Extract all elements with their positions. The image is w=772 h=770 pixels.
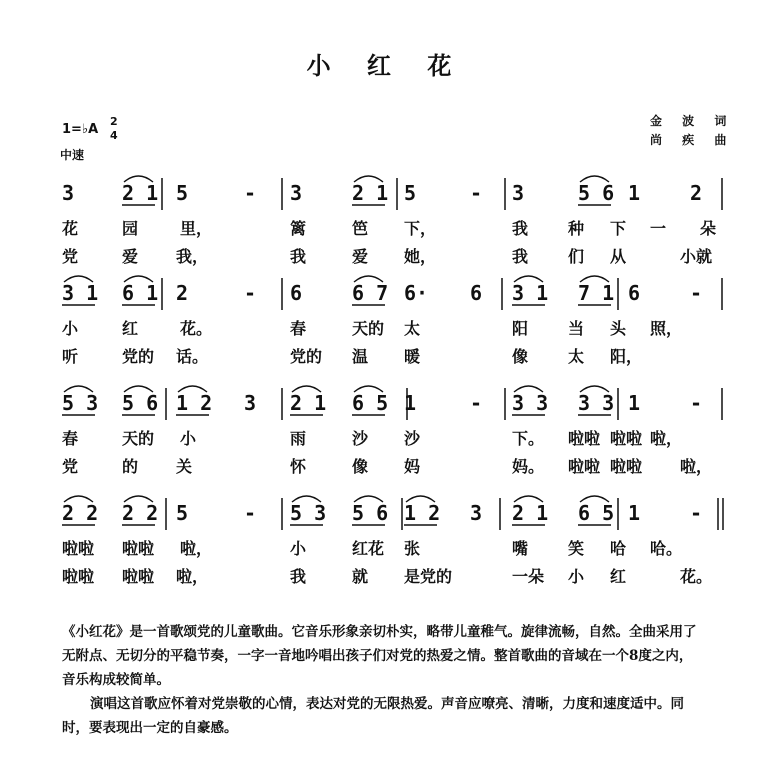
lyric-verse-2: 怀 (290, 457, 307, 476)
lyric-verse-2: 话。 (176, 347, 209, 366)
lyric-verse-2: 啦啦 (610, 457, 643, 476)
lyric-verse-1: 嘴 (512, 539, 529, 558)
lyric-verse-1: 啦啦 (610, 429, 643, 448)
lyric-verse-2: 花。 (680, 567, 713, 586)
lyric-verse-2: 啦啦 (62, 567, 95, 586)
lyric-verse-1: 哈 (610, 539, 627, 558)
note: 6· (404, 281, 429, 305)
lyric-verse-1: 小 (180, 429, 197, 448)
lyric-verse-1: 雨 (290, 429, 307, 448)
lyric-verse-2: 关 (176, 457, 193, 476)
lyric-verse-2: 党 (62, 457, 79, 476)
note: - (244, 501, 257, 525)
lyric-verse-1: 花。 (180, 319, 213, 338)
note: 3 (470, 501, 483, 525)
lyric-verse-1: 种 (568, 219, 585, 238)
note: 7 1 (578, 281, 615, 305)
lyric-verse-1: 照， (650, 319, 683, 338)
key-signature: 1=♭A (62, 122, 99, 137)
note: 1 (628, 501, 641, 525)
note: 3 1 (512, 281, 549, 305)
lyric-verse-2: 她， (404, 247, 437, 266)
note: 2 1 (512, 501, 549, 525)
note: 2 1 (122, 181, 159, 205)
lyric-verse-2: 党的 (122, 347, 155, 366)
note: 2 2 (62, 501, 99, 525)
lyric-verse-2: 我， (176, 247, 209, 266)
lyric-verse-1: 朵 (700, 219, 717, 238)
note: - (470, 181, 483, 205)
lyric-verse-2: 我 (290, 567, 307, 586)
lyric-verse-2: 一朵 (512, 567, 545, 586)
lyric-verse-1: 里， (180, 219, 213, 238)
lyric-verse-2: 党 (62, 247, 79, 266)
note: - (244, 181, 257, 205)
lyric-verse-1: 花 (62, 219, 79, 238)
lyric-verse-1: 沙 (352, 429, 369, 448)
note: 3 3 (578, 391, 615, 415)
note: 2 (176, 281, 189, 305)
note: - (470, 391, 483, 415)
note: 1 2 (404, 501, 441, 525)
note: 2 1 (352, 181, 389, 205)
lyric-verse-1: 啦， (180, 539, 213, 558)
lyric-verse-2: 啦啦 (122, 567, 155, 586)
note: 5 6 (352, 501, 389, 525)
note: 6 5 (352, 391, 389, 415)
note: 1 2 (176, 391, 213, 415)
note: 3 3 (512, 391, 549, 415)
description-paragraph-2: 演唱这首歌应怀着对党崇敬的心情，表达对党的无限热爱。声音应嘹亮、清晰，力度和速度适中。同时，要表现出一定的自豪感。 (62, 696, 684, 736)
lyric-verse-1: 头 (610, 319, 627, 338)
lyric-verse-2: 我 (290, 247, 307, 266)
note: - (244, 281, 257, 305)
note: 3 (244, 391, 257, 415)
lyric-verse-1: 下 (610, 219, 627, 238)
lyric-verse-1: 春 (62, 429, 79, 448)
lyric-verse-1: 红 (122, 319, 139, 338)
note: 5 (176, 501, 189, 525)
tempo-marking: 中速 (60, 148, 85, 162)
lyric-verse-1: 我 (512, 219, 529, 238)
lyric-verse-1: 太 (404, 319, 421, 338)
lyric-verse-1: 下， (404, 219, 437, 238)
lyric-verse-2: 小 (568, 567, 585, 586)
lyric-verse-1: 笆 (352, 219, 369, 238)
note: 1 (628, 391, 641, 415)
lyric-verse-2: 温 (352, 347, 369, 366)
lyric-verse-1: 沙 (404, 429, 421, 448)
note: 6 7 (352, 281, 389, 305)
note: - (690, 281, 703, 305)
note: 6 (470, 281, 483, 305)
note: 5 3 (290, 501, 327, 525)
lyric-verse-1: 一 (650, 219, 667, 238)
lyric-verse-2: 我 (512, 247, 529, 266)
time-signature-top: 2 (110, 115, 118, 128)
note: 2 (690, 181, 703, 205)
description-paragraph-1: 《小红花》是一首歌颂党的儿童歌曲。它音乐形象亲切朴实，略带儿童稚气。旋律流畅，自然。全曲采用了无附点、无切分的平稳节奏，一字一音地吟唱出孩子们对党的热爱之情。整首歌曲的音域在一个8度之内，音乐构成较简单。 (62, 624, 697, 688)
lyric-verse-1: 红花 (352, 539, 385, 558)
song-title: 小 红 花 (306, 52, 466, 80)
lyric-verse-1: 园 (122, 219, 139, 238)
lyric-verse-2: 红 (610, 567, 627, 586)
note: 6 5 (578, 501, 615, 525)
note: - (690, 391, 703, 415)
lyric-verse-2: 党的 (290, 347, 323, 366)
note: 3 (512, 181, 525, 205)
note: 2 2 (122, 501, 159, 525)
lyric-verse-1: 春 (290, 319, 307, 338)
note: 3 (290, 181, 303, 205)
note: 5 6 (578, 181, 615, 205)
note: - (690, 501, 703, 525)
note: 5 3 (62, 391, 99, 415)
note: 3 (62, 181, 75, 205)
lyric-verse-2: 像 (512, 347, 529, 366)
lyric-verse-2: 像 (352, 457, 369, 476)
lyric-verse-1: 当 (568, 319, 585, 338)
lyric-verse-1: 笑 (568, 539, 585, 558)
note: 2 1 (290, 391, 327, 415)
lyric-verse-2: 小就 (680, 247, 713, 266)
composer-credit: 尚 疾 曲 (650, 133, 735, 147)
lyric-verse-2: 就 (352, 567, 369, 586)
lyric-verse-1: 啦啦 (62, 539, 95, 558)
note: 1 (404, 391, 417, 415)
lyric-verse-1: 篱 (290, 219, 307, 238)
lyric-verse-1: 天的 (352, 319, 385, 338)
note: 6 (628, 281, 641, 305)
lyric-verse-2: 阳， (610, 347, 643, 366)
lyric-verse-2: 是党的 (404, 567, 453, 586)
lyric-verse-2: 爱 (122, 247, 139, 266)
lyric-verse-1: 小 (62, 319, 79, 338)
lyric-verse-1: 啦啦 (122, 539, 155, 558)
lyric-verse-2: 啦， (176, 567, 209, 586)
lyric-verse-2: 的 (122, 457, 139, 476)
lyric-verse-2: 啦， (680, 457, 713, 476)
lyric-verse-1: 天的 (122, 429, 155, 448)
lyric-verse-2: 从 (610, 247, 627, 266)
lyric-verse-2: 啦啦 (568, 457, 601, 476)
lyric-verse-1: 阳 (512, 319, 529, 338)
lyric-verse-1: 啦啦 (568, 429, 601, 448)
lyric-verse-1: 张 (404, 539, 421, 558)
lyricist-credit: 金 波 词 (650, 114, 735, 128)
lyric-verse-2: 妈。 (512, 457, 545, 476)
lyric-verse-1: 小 (290, 539, 307, 558)
note: 5 6 (122, 391, 159, 415)
page-bottom-edge (0, 757, 772, 770)
lyric-verse-1: 啦， (650, 429, 683, 448)
time-signature-bottom: 4 (110, 129, 118, 142)
song-description (62, 620, 702, 740)
note: 3 1 (62, 281, 99, 305)
lyric-verse-1: 哈。 (650, 539, 683, 558)
note: 5 (404, 181, 417, 205)
note: 6 1 (122, 281, 159, 305)
lyric-verse-2: 太 (568, 347, 585, 366)
note: 6 (290, 281, 303, 305)
lyric-verse-2: 暖 (404, 347, 421, 366)
lyric-verse-2: 们 (568, 247, 585, 266)
note: 1 (628, 181, 641, 205)
lyric-verse-2: 爱 (352, 247, 369, 266)
lyric-verse-1: 下。 (512, 429, 545, 448)
lyric-verse-2: 妈 (404, 457, 421, 476)
note: 5 (176, 181, 189, 205)
lyric-verse-2: 听 (62, 347, 79, 366)
